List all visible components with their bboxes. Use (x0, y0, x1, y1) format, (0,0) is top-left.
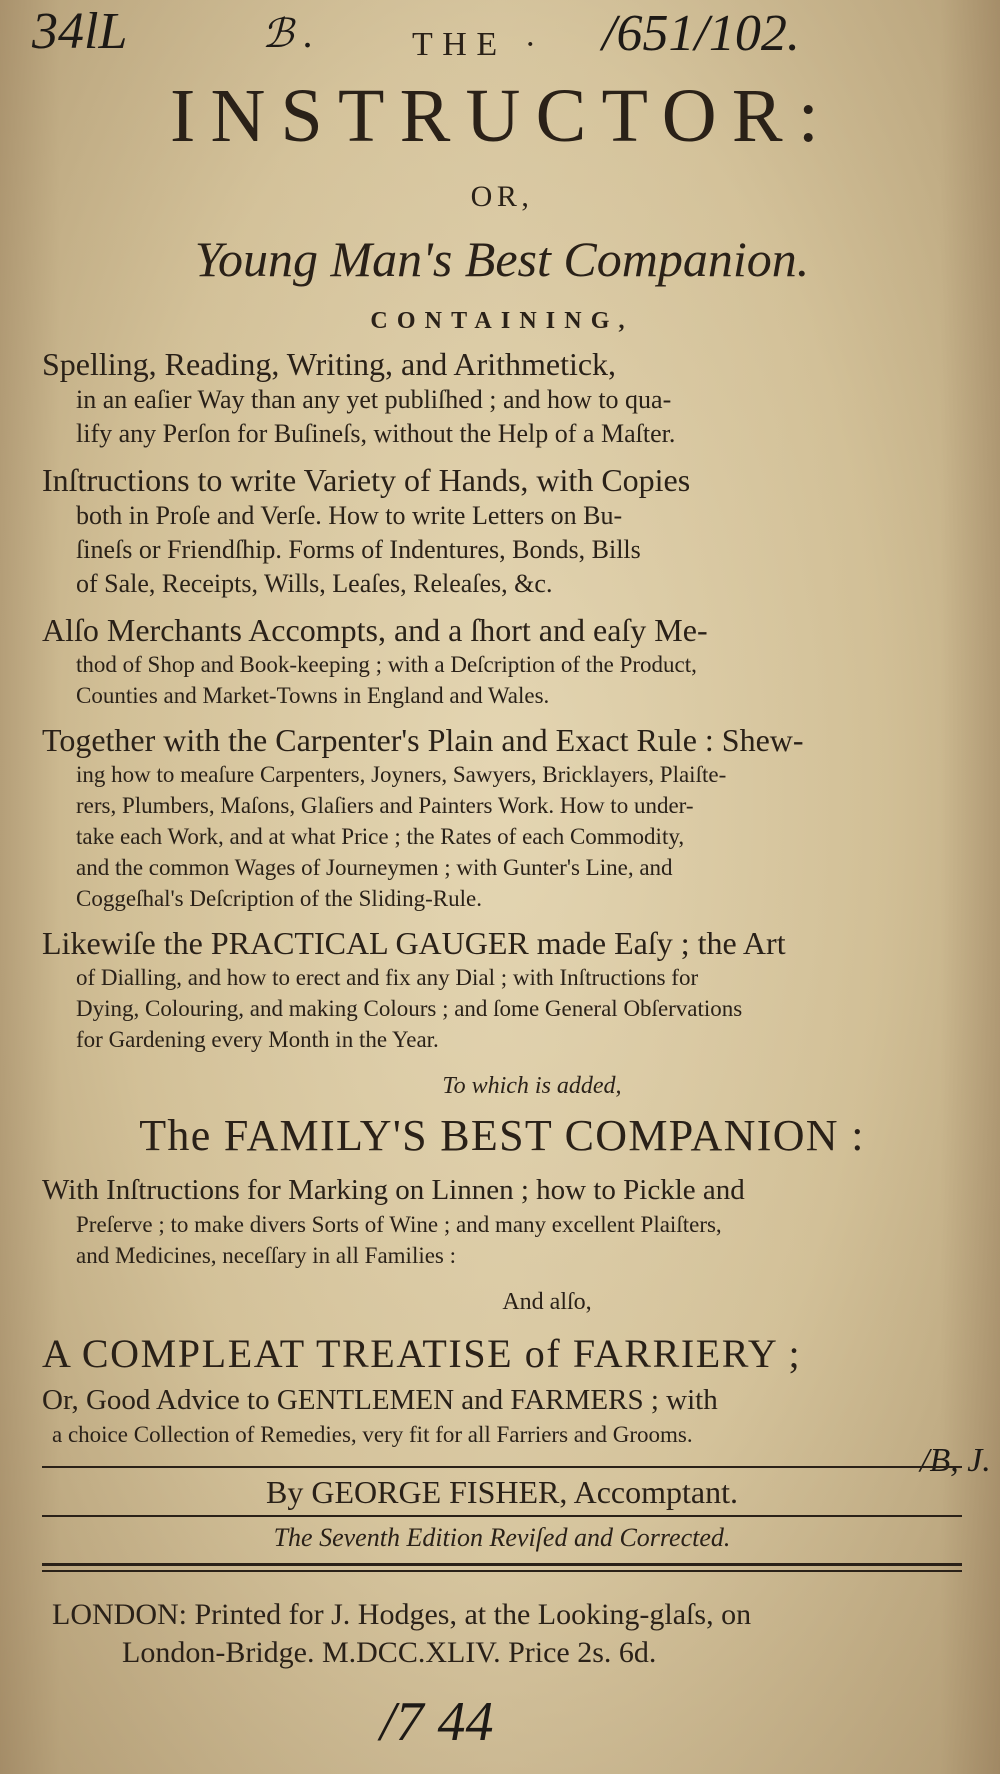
containing-heading: CONTAINING, (370, 308, 634, 334)
paragraph-body (42, 649, 962, 711)
manuscript-note-edge: /B, J. (920, 1442, 991, 1479)
farriery-title: A COMPLEAT TREATISE of FARRIERY ; (42, 1331, 802, 1376)
contents-paragraph (42, 611, 962, 711)
contents-paragraph (42, 461, 962, 601)
contents-paragraphs (42, 345, 962, 1055)
paragraph-line: Dying, Colouring, and making Colours ; and ſome General Obſervations (76, 996, 743, 1021)
family-lead: With Inſtructions for Marking on Linnen ; how to Pickle and (42, 1174, 745, 1206)
paragraph-line: and Medicines, neceſſary in all Families : (76, 1243, 457, 1268)
rule-1 (42, 1466, 962, 1468)
paragraph-line: a choice Collection of Remedies, very fit for all Farriers and Grooms. (52, 1422, 693, 1447)
paragraph-body (42, 383, 962, 451)
paragraph-lead: Alſo Merchants Accompts, and a ſhort and eaſy Me- (42, 612, 708, 648)
family-companion-title: The FAMILY'S BEST COMPANION : (139, 1111, 865, 1160)
paragraph-line: Coggeſhal's Deſcription of the Sliding-Rule. (76, 886, 482, 911)
manuscript-date-bottom: /7 44 (380, 1691, 494, 1753)
paragraph-line: ing how to meaſure Carpenters, Joyners, Sawyers, Bricklayers, Plaiſte- (76, 762, 727, 787)
farriery-lines (42, 1419, 962, 1450)
paragraph-line: and the common Wages of Journeymen ; with Gunter's Line, and (76, 855, 673, 880)
paragraph-line: take each Work, and at what Price ; the Rates of each Commodity, (76, 824, 685, 849)
page-content (32, 0, 962, 1670)
contents-paragraph (42, 924, 962, 1055)
family-lines (42, 1209, 962, 1271)
farriery-lead: Or, Good Advice to GENTLEMEN and FARMERS ; with (42, 1384, 718, 1416)
paragraph-line: in an eaſier Way than any yet publiſhed ; and how to qua- (76, 385, 672, 414)
imprint-line-1: LONDON: Printed for J. Hodges, at the Looking-glaſs, on (52, 1598, 752, 1631)
paragraph-line: thod of Shop and Book-keeping ; with a Deſcription of the Product, (76, 652, 697, 677)
paragraph-line: of Sale, Receipts, Wills, Leaſes, Releaſes, &c. (76, 569, 553, 598)
paragraph-body (42, 759, 962, 914)
paragraph-lead: Spelling, Reading, Writing, and Arithmetick, (42, 346, 617, 382)
header-line (32, 0, 962, 80)
imprint-line-2: London-Bridge. M.DCC.XLIV. Price 2s. 6d. (122, 1636, 657, 1669)
to-which-is-added: To which is added, (442, 1073, 622, 1099)
paragraph-line: lify any Perſon for Buſineſs, without the Help of a Maſter. (76, 419, 676, 448)
paragraph-lead: Likewiſe the PRACTICAL GAUGER made Eaſy ; the Art (42, 925, 786, 961)
rule-3 (42, 1563, 962, 1566)
manuscript-shelfmark-right: /651/102. (602, 5, 800, 62)
edition-line: The Seventh Edition Reviſed and Corrected. (273, 1523, 731, 1552)
author-line: By GEORGE FISHER, Accomptant. (266, 1474, 738, 1510)
paragraph-line: for Gardening every Month in the Year. (76, 1027, 439, 1052)
book-subtitle: Young Man's Best Companion. (194, 231, 810, 287)
paragraph-line: rers, Plumbers, Maſons, Glaſiers and Painters Work. How to under- (76, 793, 694, 818)
paragraph-line: of Dialling, and how to erect and fix any Dial ; with Inſtructions for (76, 965, 699, 990)
paragraph-lead: Inſtructions to write Variety of Hands, with Copies (42, 462, 691, 498)
and-also: And alſo, (502, 1289, 592, 1315)
family-paragraph (42, 1171, 962, 1271)
rule-2 (42, 1515, 962, 1517)
contents-paragraph (42, 345, 962, 451)
word-the: THE · (412, 26, 546, 63)
paragraph-body (42, 499, 962, 601)
farriery-paragraph (42, 1381, 962, 1450)
paragraph-body (42, 962, 962, 1055)
paragraph-lead: Together with the Carpenter's Plain and Exact Rule : Shew- (42, 722, 804, 758)
manuscript-shelfmark-left: 34lL (32, 3, 128, 60)
paragraph-line: ſineſs or Friendſhip. Forms of Indentures, Bonds, Bills (76, 535, 641, 564)
rule-4 (42, 1570, 962, 1572)
paragraph-line: both in Proſe and Verſe. How to write Letters on Bu- (76, 501, 623, 530)
book-title: INSTRUCTOR: (169, 74, 835, 158)
paragraph-line: Counties and Market-Towns in England and Wales. (76, 683, 550, 708)
paragraph-line: Preſerve ; to make divers Sorts of Wine ; and many excellent Plaiſters, (76, 1212, 722, 1237)
or-line: OR, (470, 180, 534, 213)
contents-paragraph (42, 721, 962, 914)
manuscript-mark-mid: ℬ . (262, 11, 314, 56)
